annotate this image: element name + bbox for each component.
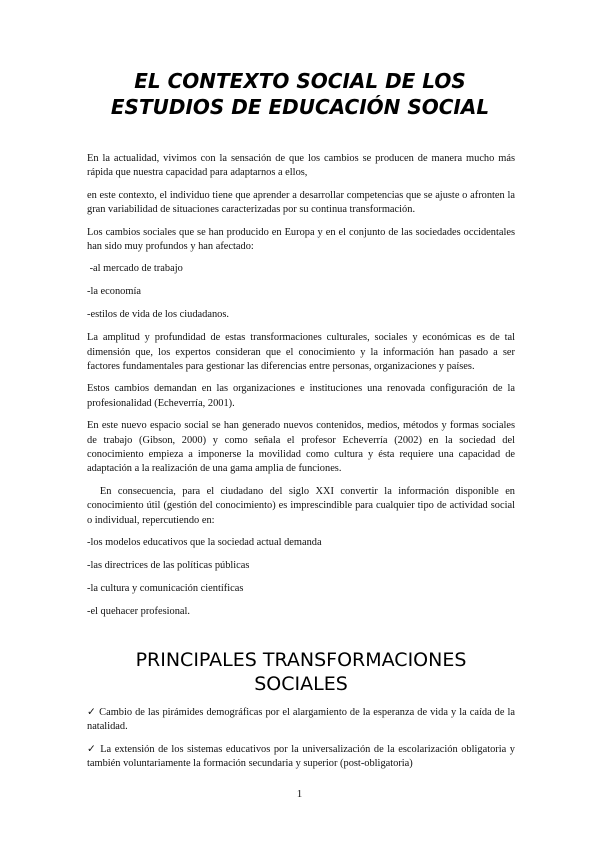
heading-line-2: SOCIALES — [254, 673, 348, 695]
list-item: -las directrices de las políticas públicas — [87, 559, 250, 571]
body-text — [87, 152, 518, 628]
heading-line-1: PRINCIPALES TRANSFORMACIONES — [135, 649, 467, 671]
list-item: -los modelos educativos que la sociedad actual demanda — [87, 537, 322, 549]
paragraph: Los cambios sociales que se han producido en Europa y en el conjunto de las sociedades occidentales han sido muy profundos y han afectado: — [87, 226, 515, 253]
list-item: -al mercado de trabajo — [87, 263, 183, 275]
bullet-item: ✓ La extensión de los sistemas educativos por la universalización de la escolarización obligatoria y también voluntariamente la formación secundaria y superior (post-obligatoria) — [87, 743, 515, 770]
paragraph: La amplitud y profundidad de estas transformaciones culturales, sociales y económicas es de tal dimensión que, los expertos consideran que el conocimiento y la información han pasado a ser factores fundamentales para gestionar las diferencias entre personas, organizaciones y países. — [87, 332, 515, 372]
bullet-item: ✓ Cambio de las pirámides demográficas por el alargamiento de la esperanza de vida y la caída de la natalidad. — [87, 707, 515, 733]
page-number: 1 — [296, 788, 303, 800]
bullet-list — [87, 706, 515, 780]
paragraph: Estos cambios demandan en las organizaciones e instituciones una renovada configuración de la profesionalidad (Echeverría, 2001). — [87, 383, 515, 409]
title-line-1: EL CONTEXTO SOCIAL DE LOS — [134, 69, 466, 93]
section-heading — [87, 648, 515, 696]
paragraph: En la actualidad, vivimos con la sensación de que los cambios se producen de manera mucho más rápida que nuestra capacidad para adaptarnos a ellos, — [87, 153, 515, 179]
list-item: -estilos de vida de los ciudadanos. — [87, 309, 229, 321]
title-line-2: ESTUDIOS DE EDUCACIÓN SOCIAL — [110, 95, 490, 119]
list-item: -la cultura y comunicación científicas — [87, 582, 244, 594]
paragraph: En consecuencia, para el ciudadano del siglo XXI convertir la información disponible en conocimiento útil (gestión del conocimiento) es imprescindible para cualquier tipo de actividad social o individual, repercutiendo en: — [87, 485, 518, 526]
paragraph: en este contexto, el individuo tiene que aprender a desarrollar competencias que se ajuste o afronten la gran variabilidad de situaciones caracterizadas por su continua transformación. — [87, 189, 515, 216]
list-item: -la economía — [87, 286, 141, 298]
document-title — [60, 68, 540, 120]
paragraph: En este nuevo espacio social se han generado nuevos contenidos, medios, métodos y formas sociales de trabajo (Gibson, 2000) y como señala el profesor Echeverría (2002) en la sociedad del conocimiento empieza a imponerse la movilidad como cultura y ésta requiere una capacidad de adaptación a la realización de una gama amplia de funciones. — [87, 420, 515, 475]
list-item: -el quehacer profesional. — [87, 605, 190, 617]
